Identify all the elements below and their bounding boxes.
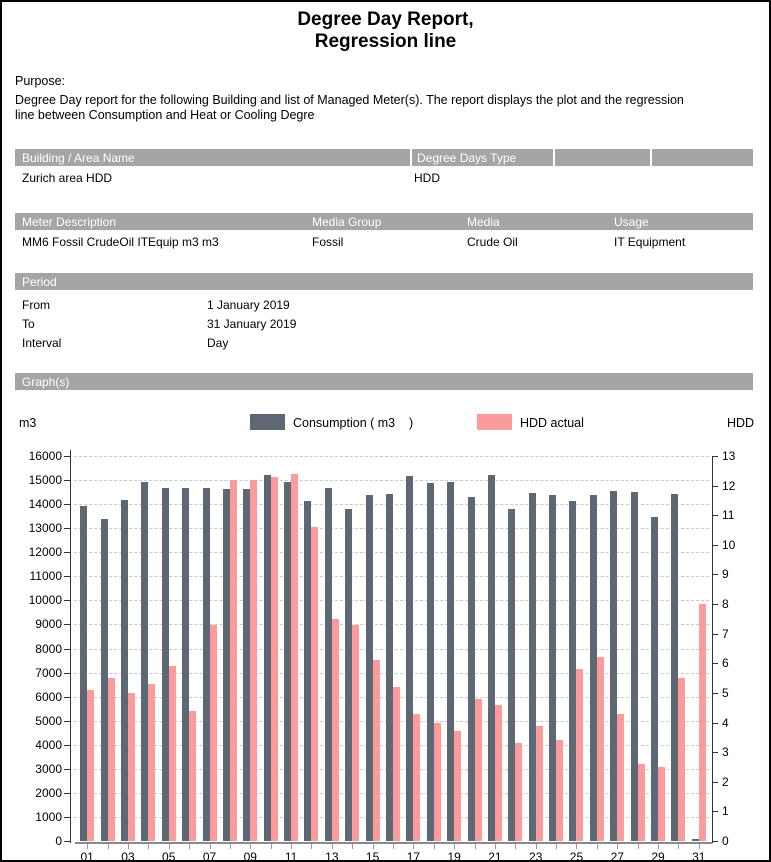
media-value: Crude Oil (467, 235, 518, 249)
hdd-bar (699, 604, 706, 841)
hdd-bar (393, 687, 400, 841)
right-axis-tick-label: 9 (722, 567, 729, 582)
x-axis-tick (332, 844, 333, 849)
right-axis-tick-label: 5 (722, 685, 729, 700)
right-axis-tick (712, 634, 718, 635)
right-axis-tick (712, 515, 718, 516)
right-axis-tick (712, 486, 718, 487)
consumption-bar (610, 491, 617, 841)
left-axis-tick (64, 528, 70, 529)
hdd-bar (475, 699, 482, 841)
right-axis-line (712, 456, 713, 843)
period-from-label: From (22, 298, 50, 312)
right-axis-tick-label: 7 (722, 626, 729, 641)
degree-day-bar-chart (2, 2, 769, 860)
meter-header-description: Meter Description (22, 214, 117, 229)
consumption-bar (671, 494, 678, 841)
left-axis-tick-label: 3000 (35, 761, 62, 776)
x-axis-tick-label: 13 (325, 850, 339, 862)
x-axis-tick-label: 03 (121, 850, 135, 862)
x-axis-tick (373, 844, 374, 849)
right-axis-tick-label: 8 (722, 597, 729, 612)
x-axis-tick (536, 844, 537, 849)
hdd-legend-label: HDD actual (520, 416, 584, 430)
consumption-bar (80, 506, 87, 841)
left-axis-tick-label: 0 (55, 834, 62, 848)
consumption-bar (223, 489, 230, 841)
right-axis-tick-label: 6 (722, 656, 729, 671)
right-axis-tick-label: 11 (722, 508, 735, 523)
x-axis-line (75, 842, 712, 844)
building-name-value: Zurich area HDD (22, 171, 113, 185)
right-axis-tick (712, 723, 718, 724)
left-axis-tick (64, 576, 70, 577)
period-to-value: 31 January 2019 (207, 317, 297, 331)
consumption-legend-swatch (250, 414, 285, 430)
left-axis-tick (64, 841, 70, 842)
gridline (74, 624, 709, 625)
hdd-bar (434, 723, 441, 841)
right-axis-tick (712, 574, 718, 575)
x-axis-tick (87, 844, 88, 849)
x-axis-tick (678, 844, 679, 849)
left-axis-tick-label: 14000 (28, 497, 62, 512)
meter-table-header (15, 213, 753, 230)
purpose-line-2: line between Consumption and Heat or Cooling Degre (15, 108, 315, 122)
left-axis-tick-label: 6000 (35, 689, 62, 704)
gridline (74, 480, 709, 481)
consumption-bar (284, 482, 291, 841)
left-axis-tick (64, 649, 70, 650)
period-header (15, 273, 753, 290)
gridline (74, 649, 709, 650)
x-axis-tick (169, 844, 170, 849)
right-axis-tick (712, 782, 718, 783)
consumption-bar (366, 495, 373, 841)
left-axis-tick (64, 480, 70, 481)
x-axis-tick (311, 844, 312, 849)
left-axis-tick (64, 721, 70, 722)
hdd-bar (169, 666, 176, 841)
x-axis-tick (475, 844, 476, 849)
consumption-bar (692, 839, 699, 841)
period-interval-label: Interval (22, 336, 62, 350)
right-axis-tick (712, 456, 718, 457)
gridline (74, 600, 709, 601)
hdd-bar (373, 660, 380, 841)
hdd-bar (311, 527, 318, 841)
meter-header-media: Media (467, 214, 500, 229)
x-axis-tick-label: 27 (610, 850, 624, 862)
hdd-bar (210, 625, 217, 841)
left-axis-tick-label: 8000 (35, 641, 62, 656)
hdd-bar (413, 714, 420, 841)
hdd-bar (87, 690, 94, 841)
graphs-header-label: Graph(s) (22, 374, 70, 389)
hdd-bar (617, 714, 624, 841)
consumption-bar (590, 495, 597, 841)
left-axis-tick-label: 4000 (35, 737, 62, 752)
left-axis-tick-label: 9000 (35, 617, 62, 632)
consumption-bar (569, 501, 576, 841)
left-axis-line (70, 450, 71, 843)
gridline (74, 793, 709, 794)
right-axis-tick (712, 811, 718, 812)
x-axis-tick-label: 15 (365, 850, 380, 862)
left-axis-tick (64, 769, 70, 770)
hdd-bar (515, 743, 522, 841)
period-interval-value: Day (207, 336, 229, 350)
x-axis-tick-label: 01 (80, 850, 94, 862)
left-axis-tick (64, 697, 70, 698)
left-axis-tick (64, 745, 70, 746)
right-axis-tick-label: 0 (722, 834, 729, 848)
right-axis-tick-label: 12 (722, 478, 736, 493)
right-axis-tick-label: 2 (722, 774, 729, 789)
x-axis-tick-label: 07 (202, 850, 217, 862)
consumption-bar (203, 488, 210, 841)
right-axis-tick-label: 4 (722, 715, 729, 730)
period-from-value: 1 January 2019 (207, 298, 290, 312)
left-axis-tick-label: 5000 (35, 713, 62, 728)
x-axis-tick (413, 844, 414, 849)
hdd-bar (230, 480, 237, 841)
x-axis-tick (128, 844, 129, 849)
period-to-label: To (22, 317, 35, 331)
x-axis-tick (434, 844, 435, 849)
gridline (74, 576, 709, 577)
left-axis-tick (64, 600, 70, 601)
hdd-bar (536, 726, 543, 842)
left-axis-tick (64, 624, 70, 625)
consumption-bar (508, 509, 515, 841)
left-axis-tick-label: 2000 (35, 785, 62, 800)
left-axis-tick (64, 504, 70, 505)
hdd-bar (495, 705, 502, 841)
consumption-bar (325, 488, 332, 841)
consumption-bar (162, 488, 169, 841)
x-axis-tick (699, 844, 700, 849)
meter-description-value: MM6 Fossil CrudeOil ITEquip m3 m3 (22, 235, 219, 249)
left-axis-tick-label: 12000 (28, 545, 62, 560)
x-axis-tick (291, 844, 292, 849)
x-axis-tick-label: 31 (692, 850, 706, 862)
purpose-text (15, 93, 763, 123)
hdd-bar (108, 678, 115, 841)
right-axis-tick (712, 545, 718, 546)
x-axis-tick-label: 19 (447, 850, 461, 862)
x-axis-tick (189, 844, 190, 849)
meter-header-usage: Usage (614, 214, 649, 229)
consumption-bar (243, 489, 250, 841)
meter-header-media-group: Media Group (312, 214, 382, 229)
right-axis-tick (712, 752, 718, 753)
left-axis-tick-label: 11000 (29, 569, 62, 584)
media-group-value: Fossil (312, 235, 344, 249)
consumption-bar (141, 482, 148, 841)
consumption-bar (406, 476, 413, 841)
right-axis-tick (712, 663, 718, 664)
graphs-header (15, 373, 753, 390)
left-axis-tick-label: 16000 (28, 449, 62, 463)
consumption-bar (651, 517, 658, 841)
left-axis-tick (64, 673, 70, 674)
left-axis-tick (64, 456, 70, 457)
right-axis-tick-label: 10 (722, 537, 736, 552)
left-axis-tick (64, 793, 70, 794)
hdd-bar (576, 669, 583, 841)
x-axis-tick (271, 844, 272, 849)
gridline (74, 504, 709, 505)
x-axis-tick-label: 21 (488, 850, 502, 862)
consumption-bar (529, 493, 536, 841)
x-axis-tick-label: 29 (651, 850, 665, 862)
x-axis-tick (230, 844, 231, 849)
hdd-bar (597, 657, 604, 841)
degree-days-type-value: HDD (414, 171, 440, 185)
x-axis-tick (393, 844, 394, 849)
hdd-bar (332, 619, 339, 841)
hdd-bar (638, 764, 645, 841)
right-axis-tick (712, 693, 718, 694)
right-axis-tick (712, 841, 718, 842)
gridline (74, 697, 709, 698)
left-axis-tick-label: 13000 (28, 521, 62, 536)
x-axis-tick (638, 844, 639, 849)
consumption-bar (304, 501, 311, 841)
building-table-header (15, 149, 753, 166)
consumption-bar (264, 475, 271, 841)
consumption-bar (182, 488, 189, 841)
x-axis-tick-label: 23 (529, 850, 543, 862)
building-header-empty-2 (650, 149, 753, 166)
hdd-legend-swatch (477, 414, 512, 430)
x-axis-tick-label: 09 (243, 850, 257, 862)
consumption-bar (345, 509, 352, 841)
gridline (74, 769, 709, 770)
hdd-bar (148, 684, 155, 841)
building-header-name: Building / Area Name (22, 150, 135, 165)
left-axis-tick (64, 552, 70, 553)
x-axis-tick (108, 844, 109, 849)
consumption-bar (631, 492, 638, 841)
x-axis-tick (148, 844, 149, 849)
consumption-bar (468, 497, 475, 841)
consumption-bar (101, 519, 108, 841)
x-axis-tick (658, 844, 659, 849)
consumption-bar (386, 494, 393, 841)
hdd-bar (658, 767, 665, 841)
left-axis-tick-label: 1000 (35, 809, 62, 824)
right-axis-tick (712, 604, 718, 605)
left-axis-unit-label: m3 (19, 416, 37, 430)
x-axis-tick-label: 25 (569, 850, 584, 862)
hdd-bar (352, 625, 359, 841)
left-axis-tick-label: 15000 (28, 473, 62, 488)
right-axis-tick-label: 13 (722, 449, 736, 463)
title-line-1: Degree Day Report, (297, 9, 474, 30)
hdd-bar (291, 474, 298, 841)
hdd-bar (189, 711, 196, 841)
gridline (74, 552, 709, 553)
hdd-bar (250, 480, 257, 841)
hdd-bar (678, 678, 685, 841)
right-axis-tick-label: 3 (722, 745, 729, 760)
consumption-bar (488, 475, 495, 841)
x-axis-tick-label: 11 (284, 850, 298, 862)
gridline (74, 673, 709, 674)
x-axis-tick (250, 844, 251, 849)
gridline (74, 817, 709, 818)
x-axis-tick-label: 05 (162, 850, 176, 862)
right-axis-tick-label: 1 (722, 804, 729, 819)
consumption-legend-label: Consumption ( m3 ) (293, 416, 414, 430)
title-line-2: Regression line (314, 31, 457, 52)
gridline (74, 528, 709, 529)
gridline (74, 456, 709, 457)
consumption-bar (549, 495, 556, 841)
consumption-bar (121, 500, 128, 841)
gridline (74, 721, 709, 722)
x-axis-tick (576, 844, 577, 849)
hdd-bar (271, 477, 278, 841)
x-axis-tick (495, 844, 496, 849)
x-axis-tick (352, 844, 353, 849)
building-header-dd-type: Degree Days Type (410, 149, 553, 166)
left-axis-tick-label: 10000 (28, 593, 62, 608)
left-axis-tick (64, 817, 70, 818)
gridline (74, 745, 709, 746)
right-axis-unit-label: HDD (727, 416, 755, 430)
x-axis-tick (515, 844, 516, 849)
x-axis-tick (597, 844, 598, 849)
x-axis-tick-label: 17 (406, 850, 421, 862)
consumption-bar (427, 483, 434, 841)
hdd-bar (128, 693, 135, 841)
purpose-line-1: Degree Day report for the following Building and list of Managed Meter(s). The report displays the plot and the regression (15, 93, 684, 107)
x-axis-tick (454, 844, 455, 849)
usage-value: IT Equipment (614, 235, 686, 249)
consumption-bar (447, 482, 454, 841)
hdd-bar (556, 740, 563, 841)
hdd-bar (454, 731, 461, 841)
x-axis-tick (617, 844, 618, 849)
x-axis-tick (556, 844, 557, 849)
left-axis-tick-label: 7000 (35, 665, 62, 680)
x-axis-tick (210, 844, 211, 849)
period-header-label: Period (22, 274, 57, 289)
building-header-empty-1 (553, 149, 650, 166)
purpose-label: Purpose: (15, 74, 66, 88)
page-title (2, 9, 769, 53)
